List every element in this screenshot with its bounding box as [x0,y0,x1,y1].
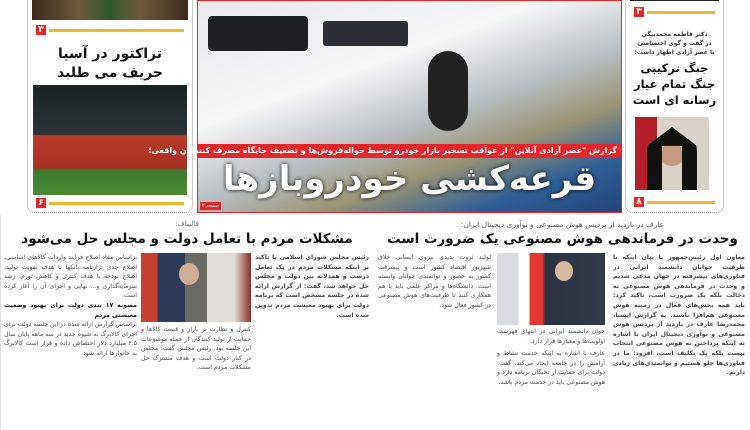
article-column: معاون اول رئیس‌جمهور با بیان اینکه با ظرفیت جوانان دانشمند ایرانی در فناوری‌های پیشرفته در جهان مدعی شدیم و وحدت در فرماندهی هوش مصنوعی نه دخالت بلکه یک ضرورت است، تاکید کرد: باید همه بخش‌های فعال در زمینه هوش مصنوعی هم‌افزا باشند. به گزارش ایسنا، محمدرضا عارف در بازدید از پردیس هوش مصنوعی و نوآوری دیجیتال ایران با اشاره به اینکه پرداختن به هوش مصنوعی انتخاب نیست بلکه یک تکلیف است، افزود: ما در فناوری‌ها جلو هستیم و توانمندی‌های زیادی داریم. [613,254,745,377]
plant-photo [32,0,188,20]
kicker-line: در گفت و گوی اختصاصی [637,40,712,47]
paragraph: براساس مفاد اصلاح فرایند واردات کالاهای اساسی، اصلاح جدی ترازنامه بانکها با هدف تقویت تولید، اصلاح بودجه با هدف کنترل و کاهش تورم، رشد سرمایه‌گذاری و... نهایی و اجرای آن را آغاز کرده است. [4,254,137,300]
main-car-photo[interactable] [148,0,622,213]
photo-caption: جوان دانشمند ایرانی در انتهای فهرست اولویت‌ها و معیارها قرار دارد. [497,328,605,345]
article-ai[interactable] [375,215,750,430]
main-headline[interactable]: قرعه‌کشی خودروبازها [222,159,597,199]
page-number: ۳ [36,25,46,35]
article-headline[interactable]: مشکلات مردم با تعامل دولت و مجلس حل می‌شود [21,231,353,247]
article-kicker: قالیباف: [175,220,199,228]
article-column: لولید ثروت پدیدی نیروی انسانی خلاق شهریور اقتصاد کشور است و پیشرفت کشور به حضور و توانمندی جوانان وابسته است. دانشگاه‌ها و مراکز علمی باید با هم همکاری کنند تا ظرفیت‌های هوش مصنوعی در کشور فعال شود. [378,254,491,309]
article-kicker: عارف در بازدید از پردیس هوش مصنوعی و نوآوری دیجیتال ایران: [460,220,665,229]
article-parliament[interactable] [0,215,373,430]
speaker-photo [497,253,605,325]
paragraph: براساس گزارش ارائه شده در این جلسه دولت برای اجرای کالابرگ به شیوه جدید در سه ماهه پایان سال ۲.۵ میلیارد دلار اختصاص داده و قرار است کالابرگ به خانوارها ارائه شود. [4,321,137,357]
kicker [626,30,723,57]
article-column: رئیس مجلس شورای اسلامی با تاکید بر اینکه مشکلات مردم در یک تعامل درست و همدلانه بین دولت و مجلس حل خواهد شد، گفت: از گزارش ارائه شده در جلسه مشخص است که برنامه دولت برای بهبود معیشت مردم تدوین شده است. [255,254,369,319]
headline-line: حریف می طلبد [56,65,163,81]
kicker-line: با عصر آزادی اظهار داشت: [634,49,715,56]
headline [28,45,192,83]
article-column: کنترل و نظارت بر بازار و قیمت کالاها و حمایت از تولید کنندگان از جمله موضوعات این جلسه بود. رئیس مجلس گفت: مجلس در کنار دولت است و هدف مشترک حل مشکلات مردم است. [141,326,251,372]
kicker-bar: گزارش "عصر آزادی آنلاین" از عواقب تسخیر بازار خودرو توسط حواله‌فروش‌ها و تضعیف جایگاه مصرف کنندگان واقعی؛ [198,144,621,158]
page-number: ۶ [36,198,46,208]
article-column: عارف با اشاره به اینکه خدمت نشاط و آرامش را در جامعه ایجاد می‌کند، گفت: دولت برای حمایت از نخبگان برنامه دارد و هوش مصنوعی باید در خدمت مردم باشد. [497,350,605,386]
headline-line: رسانه ای است [632,93,717,107]
headline-line: جنگ تمام عیار [633,77,716,91]
article-headline[interactable]: وحدت در فرماندهی هوش مصنوعی یک ضرورت است [387,231,738,247]
headline-line: تراکتور در آسیا [58,46,162,62]
subhead: مصوبه ۱۷ بندی دولت برای بهبود وضعیت معیشتی مردم [4,301,138,319]
meeting-photo [141,253,251,322]
page-number: ۳ [634,7,644,17]
article-column [4,253,137,430]
page-number: ۸ [634,197,644,207]
headline [626,60,723,108]
headline-line: جنگ ترکیبی [640,61,709,75]
sports-teaser-box[interactable] [27,0,193,213]
photo-strip [630,0,719,1]
page-ref: صفحه ۲ [202,203,219,209]
kicker-line: دکتر فاطمه محمدبیگی [641,31,708,38]
portrait-photo [635,117,709,190]
interview-teaser-box[interactable] [625,0,724,213]
team-photo [33,85,187,195]
